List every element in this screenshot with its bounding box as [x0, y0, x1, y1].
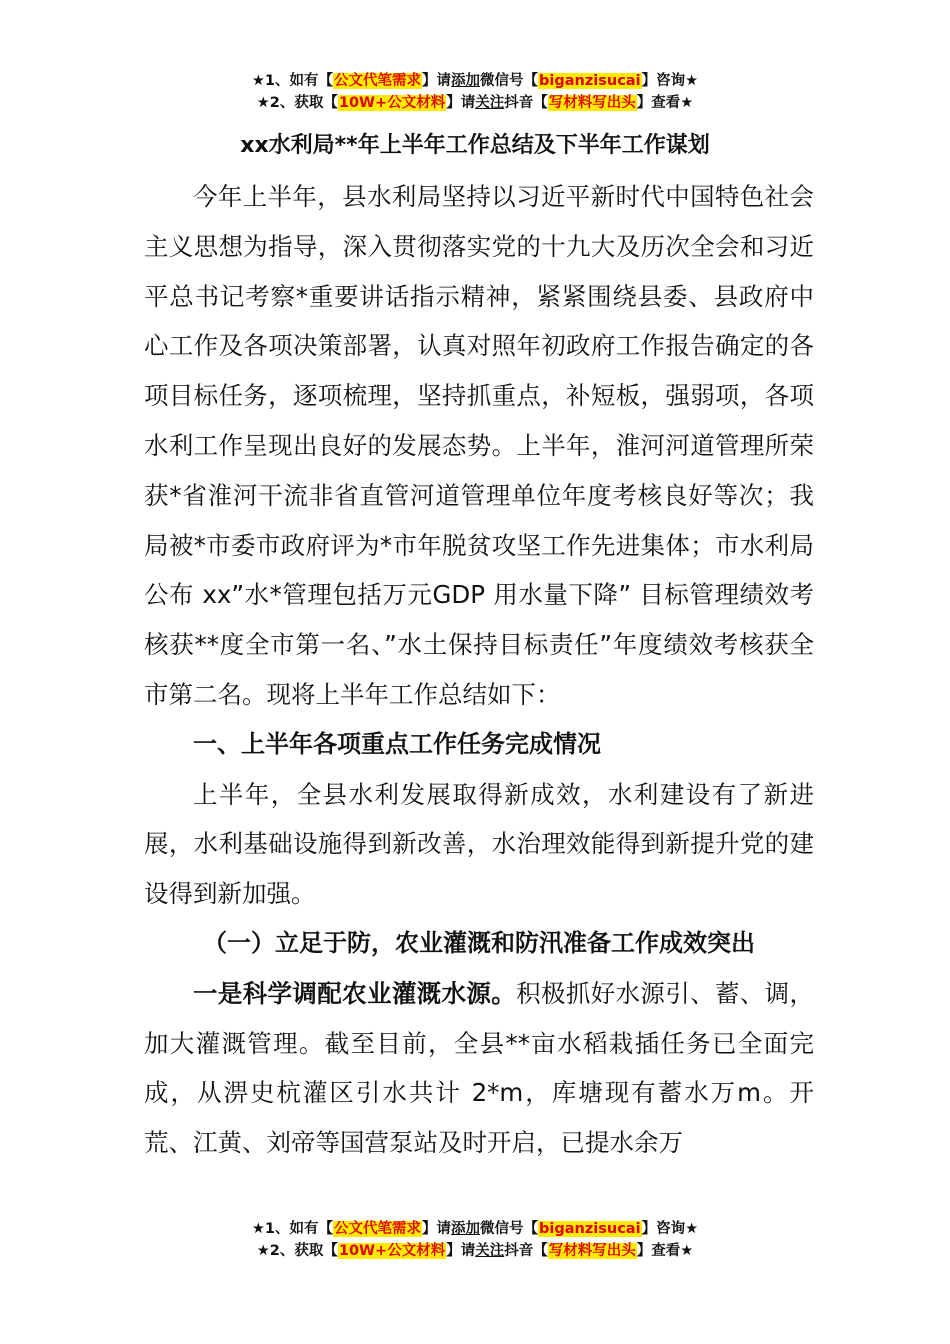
- promo-highlight-wechat: biganzisucai: [539, 73, 641, 89]
- item-paragraph: [144, 969, 814, 1168]
- promo-line-2: [0, 1240, 950, 1262]
- promo-text: 】请: [422, 1221, 452, 1237]
- section-paragraph: 上半年，全县水利发展取得新成效，水利建设有了新进展，水利基础设施得到新改善，水治理效能得到新提升党的建设得到新加强。: [144, 779, 814, 909]
- document-title: xx水利局**年上半年工作总结及下半年工作谋划: [240, 133, 710, 158]
- promo-text: ★1、如有【: [251, 73, 334, 89]
- promo-text: 】咨询★: [641, 73, 699, 89]
- promo-highlight: 10W+公文材料: [338, 95, 446, 111]
- promo-banner-top: [0, 70, 950, 114]
- promo-text: 】咨询★: [641, 1221, 699, 1237]
- promo-text: 】请: [446, 1243, 476, 1259]
- promo-underline: 关注: [475, 95, 505, 111]
- promo-line-1: [0, 70, 950, 92]
- promo-banner-bottom: [0, 1218, 950, 1262]
- subsection-heading: （一）立足于防，农业灌溉和防汛准备工作成效突出: [203, 928, 755, 957]
- document-body: [144, 172, 814, 1168]
- promo-highlight-douyin: 写材料写出头: [548, 1243, 636, 1259]
- promo-line-2: [0, 92, 950, 114]
- promo-highlight-douyin: 写材料写出头: [548, 95, 636, 111]
- item-lead: 一是科学调配农业灌溉水源。: [193, 978, 517, 1008]
- promo-text: 抖音【: [504, 95, 548, 111]
- promo-underline: 添加: [451, 1221, 481, 1237]
- promo-line-1: [0, 1218, 950, 1240]
- promo-text: 】请: [422, 73, 452, 89]
- promo-highlight-wechat: biganzisucai: [539, 1221, 641, 1237]
- promo-text: 】查看★: [636, 1243, 694, 1259]
- item-text: 积极抓好水源引、蓄、调，加大灌溉管理。截至目前，全县**亩水稻栽插任务已全面完成，从淠史杭灌区引水共计 2*m，库塘现有蓄水万m。开荒、江黄、刘帝等国营泵站及时开启，已提水余万: [144, 978, 815, 1158]
- promo-text: 】请: [446, 95, 476, 111]
- promo-text: 】查看★: [636, 95, 694, 111]
- section-heading: 一、上半年各项重点工作任务完成情况: [193, 729, 601, 758]
- promo-text: ★1、如有【: [251, 1221, 334, 1237]
- promo-text: 微信号【: [480, 1221, 539, 1237]
- promo-underline: 添加: [451, 73, 481, 89]
- promo-text: 微信号【: [480, 73, 539, 89]
- promo-text: ★2、获取【: [256, 1243, 338, 1259]
- promo-text: ★2、获取【: [256, 95, 338, 111]
- promo-highlight: 公文代笔需求: [334, 73, 422, 89]
- promo-highlight: 公文代笔需求: [334, 1221, 422, 1237]
- promo-underline: 关注: [475, 1243, 505, 1259]
- promo-text: 抖音【: [504, 1243, 548, 1259]
- intro-paragraph: 今年上半年，县水利局坚持以习近平新时代中国特色社会主义思想为指导，深入贯彻落实党的十九大及历次全会和习近平总书记考察*重要讲话指示精神，紧紧围绕县委、县政府中心工作及各项决策部署，认真对照年初政府工作报告确定的各项目标任务，逐项梳理，坚持抓重点，补短板，强弱项，各项水利工作呈现出良好的发展态势。上半年，淮河河道管理所荣获*省淮河干流非省直管河道管理单位年度考核良好等次；我局被*市委市政府评为*市年脱贫攻坚工作先进集体；市水利局公布 xx”水*管理包括万元GDP 用水量下降” 目标管理绩效考核获**度全市第一名、”水土保持目标责任”年度绩效考核获全市第二名。现将上半年工作总结如下：: [144, 182, 814, 709]
- promo-highlight: 10W+公文材料: [338, 1243, 446, 1259]
